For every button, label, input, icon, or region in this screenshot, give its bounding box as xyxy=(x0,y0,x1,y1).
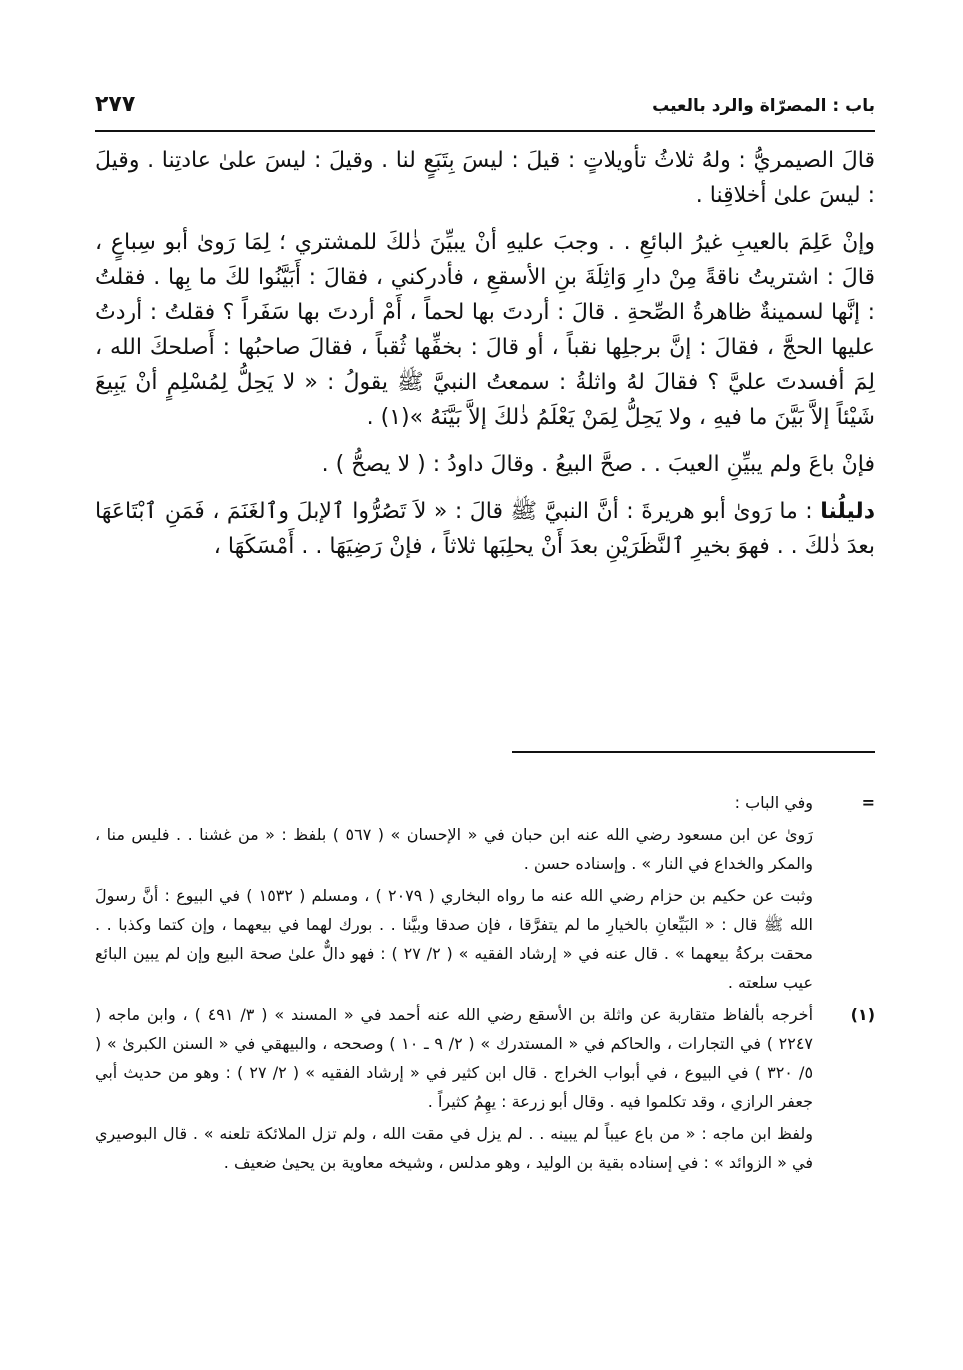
continuation-marker: = xyxy=(861,793,875,812)
footnote-1 xyxy=(95,1000,875,1177)
main-paragraph: فإنْ باعَ ولم يبيِّنِ العيبَ . . صحَّ البيعُ . وقالَ داودُ : ( لا يصحُّ ) . xyxy=(321,452,875,477)
footnote-continuation xyxy=(95,788,875,997)
footnote-paragraph: وفي الباب : xyxy=(734,793,813,812)
main-paragraph: وإنْ عَلِمَ بالعيبِ غيرُ البائعِ . . وجبَ عليهِ أنْ يبيِّنَ ذٰلكَ للمشتري ؛ لِمَا رَوىٰ أبو سِباعٍ ، قالَ : اشتريتُ ناقةً مِنْ دارِ وَاثِلَةَ بنِ الأسقعِ ، فأدركني ، فقالَ : أَبَيَّنُوا لكَ ما بِها . فقلتُ : إنَّها لسمينةٌ ظاهرةُ الصِّحةِ . قالَ : أردتَ بها لحماً ، أَمْ أردتَ بها سَفَراً ؟ فقلتُ : أردتُ عليها الحجَّ ، فقالَ : إنَّ برجلِها نقباً ، أو قالَ : بخفِّها ثُقباً ، فقالَ صاحبُها : أَصلحكَ الله ، لِمَ أفسدتَ عليَّ ؟ فقالَ لهُ واثلةُ : سمعتُ النبيَّ ﷺ يقولُ : « لا يَحِلُّ لِمُسْلِمٍ أنْ يَبِيعَ شَيْئاً إلاَّ بَيَّنَ ما فيهِ ، ولا يَحِلُّ لِمَنْ يَعْلَمُ ذٰلكَ إلاَّ بَيَّنَهُ »(١) . xyxy=(95,230,875,430)
paragraph-body: : ما رَوىٰ أبو هريرةَ : أنَّ النبيَّ ﷺ قالَ : « لاَ تَصُرُّوا ٱلإبلَ وٱلغَنَمَ ، فَمَنِ ٱبْتَاعَهَا بعدَ ذٰلكَ . . فهوَ بخيرِ ٱلنَّظَرَيْنِ بعدَ أَنْ يحلِبَها ثلاثاً ، فإنْ رَضِيَهَا . . أَمْسَكَهَا ، xyxy=(95,499,875,559)
footnote-number: (١) xyxy=(850,1005,875,1024)
footnotes xyxy=(95,788,875,1180)
main-paragraph: قالَ الصيمريُّ : ولهُ ثلاثُ تأويلاتٍ : قيلَ : ليسَ بِتَبَعٍ لنا . وقيلَ : ليسَ علىٰ عادتِنا . وقيلَ : ليسَ علىٰ أخلاقِنا . xyxy=(95,148,875,208)
footnote-separator xyxy=(512,751,875,753)
main-paragraph xyxy=(95,494,875,564)
footnote-paragraph: وثبت عن حكيم بن حزام رضي الله عنه ما رواه البخاري ( ٢٠٧٩ ) ، ومسلم ( ١٥٣٢ ) في البيوع : أنَّ رسولَ الله ﷺ قال : « البَيِّعانِ بالخيارِ ما لم يتفرَّقا ، فإن صدقا وبيَّنا . . بورك لهما في بيعهما ، وإن كتما وكذبا . . محقت بركةُ بيعهما » . قال عنه في « إرشاد الفقيه » ( ٢/ ٢٧ ) : فهو دالٌّ علىٰ صحة البيع وإن لم يبين البائع عيب سلعته . xyxy=(95,886,814,992)
page-number: ٢٧٧ xyxy=(95,92,136,117)
footnote-paragraph: ولفظ ابن ماجه : « من باع عيباً لم يبينه . . لم يزل في مقت الله ، ولم تزل الملائكة تلعنه » . قال البوصيري في « الزوائد » : في إسناده بقية بن الوليد ، وهو مدلس ، وشيخه معاوية بن يحيىٰ ضعيف . xyxy=(95,1124,813,1172)
chapter-title: باب : المصرّاة والرد بالعيب xyxy=(652,96,875,116)
footnote-paragraph: رَوىٰ عن ابن مسعود رضي الله عنه ابن حبان في « الإحسان » ( ٥٦٧ ) بلفظ : « من غشنا . . فليس منا ، والمكر والخداع في النار » . وإسناده حسن . xyxy=(95,825,813,873)
paragraph-lead-word: دليلُنا xyxy=(820,499,875,524)
header-rule xyxy=(95,130,875,132)
footnote-paragraph: أخرجه بألفاظ متقاربة عن واثلة بن الأسقع رضي الله عنه أحمد في « المسند » ( ٣/ ٤٩١ ) ، وابن ماجه ( ٢٢٤٧ ) في التجارات ، والحاكم في « المستدرك » ( ٢/ ٩ ـ ١٠ ) وصححه ، والبيهقي في « السنن الكبرىٰ » ( ٥/ ٣٢٠ ) في البيوع ، في أبواب الخراج . قال ابن كثير في « إرشاد الفقيه » ( ٢/ ٢٧ ) : وهو من حديث أبي جعفر الرازي ، وقد تكلموا فيه . وقال أبو زرعة : يهِمُ كثيراً . xyxy=(95,1005,814,1111)
running-header xyxy=(95,92,875,126)
main-text xyxy=(95,143,875,576)
